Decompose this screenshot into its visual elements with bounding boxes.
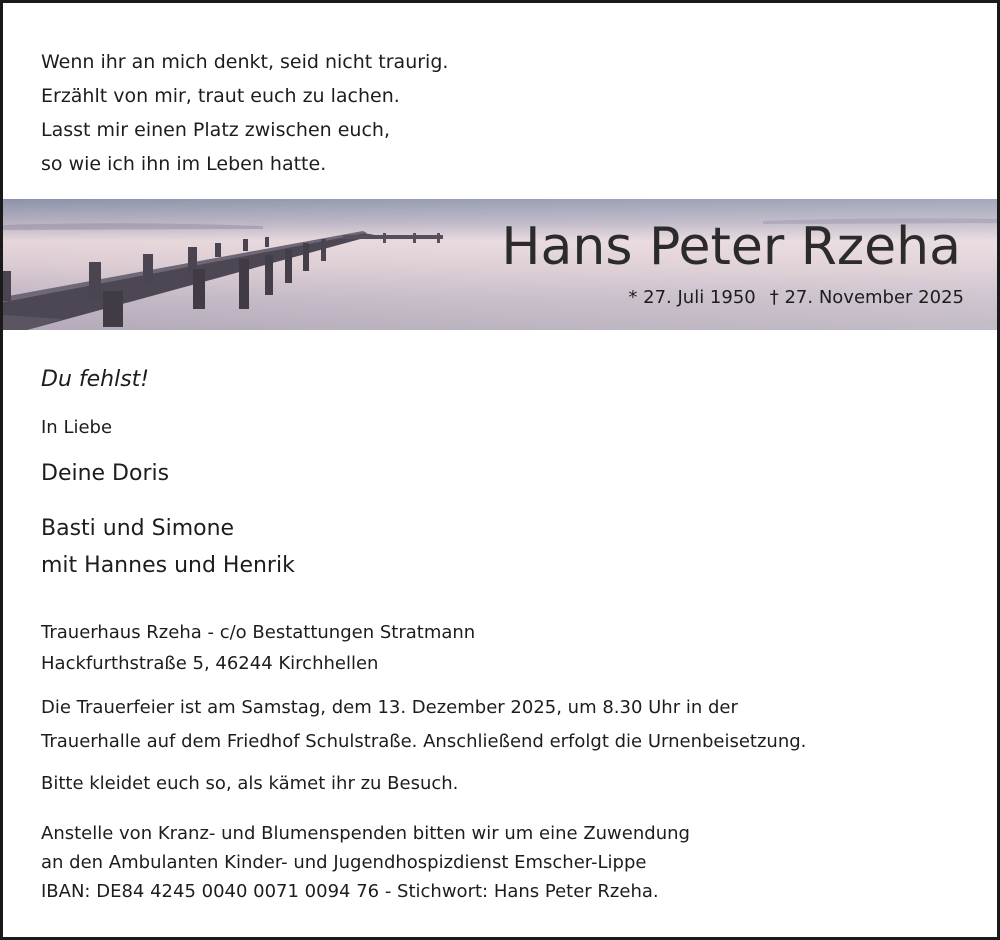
ceremony-line: Die Trauerfeier ist am Samstag, dem 13. Dezember 2025, um 8.30 Uhr in der <box>41 697 738 718</box>
dress-code: Bitte kleidet euch so, als kämet ihr zu Besuch. <box>41 773 459 794</box>
ceremony-info <box>41 691 806 759</box>
death-date: † 27. November 2025 <box>769 287 964 308</box>
address-line: Trauerhaus Rzeha - c/o Bestattungen Stratmann <box>41 622 476 643</box>
poem-line: so wie ich ihn im Leben hatte. <box>41 153 327 175</box>
banner <box>3 199 997 330</box>
address-line: Hackfurthstraße 5, 46244 Kirchhellen <box>41 653 379 674</box>
ceremony-line: Trauerhalle auf dem Friedhof Schulstraße. Anschließend erfolgt die Urnenbeisetzung. <box>41 731 807 752</box>
mourning-address <box>41 617 475 679</box>
mourner-line: mit Hannes und Henrik <box>41 553 295 578</box>
donation-line: Anstelle von Kranz- und Blumenspenden bitten wir um eine Zuwendung <box>41 823 690 844</box>
in-love-text: In Liebe <box>41 417 113 438</box>
donation-info <box>41 819 690 906</box>
poem <box>41 45 448 181</box>
poem-line: Erzählt von mir, traut euch zu lachen. <box>41 85 400 107</box>
mourner-doris: Deine Doris <box>41 461 170 486</box>
donation-iban: IBAN: DE84 4245 0040 0071 0094 76 - Stichwort: Hans Peter Rzeha. <box>41 881 659 902</box>
deceased-name: Hans Peter Rzeha <box>501 217 961 277</box>
missed-text: Du fehlst! <box>41 367 150 392</box>
life-dates <box>628 287 964 309</box>
poem-line: Lasst mir einen Platz zwischen euch, <box>41 119 390 141</box>
birth-date: * 27. Juli 1950 <box>628 287 756 308</box>
donation-line: an den Ambulanten Kinder- und Jugendhospizdienst Emscher-Lippe <box>41 852 647 873</box>
poem-line: Wenn ihr an mich denkt, seid nicht traurig. <box>41 51 449 73</box>
mourner-line: Basti und Simone <box>41 516 235 541</box>
mourners-family <box>41 510 295 584</box>
